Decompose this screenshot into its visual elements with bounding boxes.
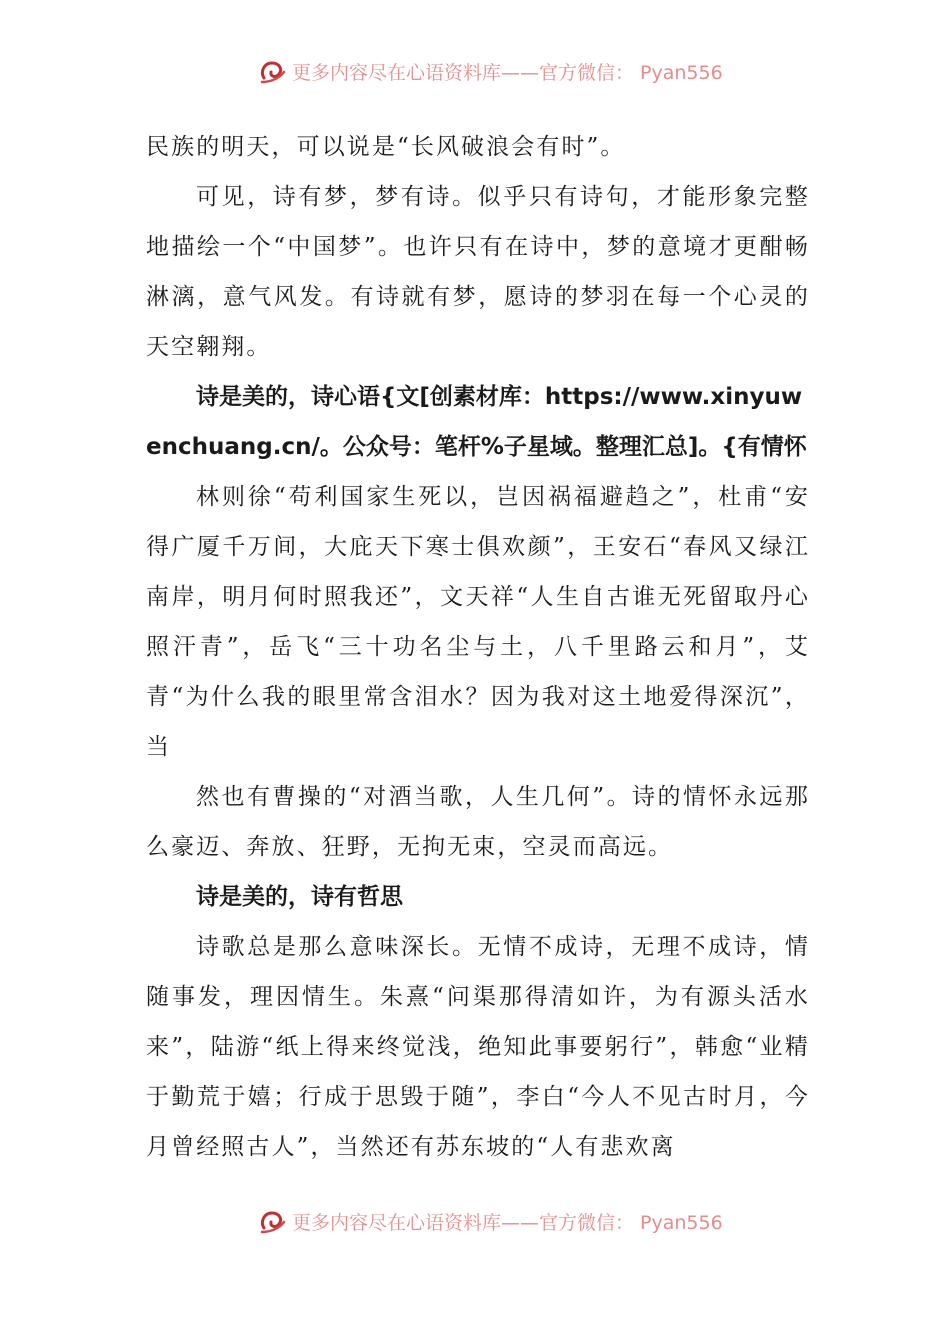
paragraph-1: 民族的明天，可以说是“长风破浪会有时”。: [146, 134, 626, 160]
document-body: [146, 122, 810, 1172]
paragraph-3: 林则徐“苟利国家生死以，岂因祸福避趋之”，杜甫“安得广厦千万间，大庇天下寒士俱欢颜”，王安石“春风又绿江南岸，明月何时照我还”，文天祥“人生自古谁无死留取丹心照汗青”，岳飞“三十功名尘与土，八千里路云和月”，艾青“为什么我的眼里常含泪水？因为我对这土地爱得深沉”，当: [146, 484, 810, 760]
section-heading-philosophy: 诗是美的，诗有哲思: [196, 884, 403, 910]
footer-watermark: [0, 1206, 950, 1236]
header-watermark-text: 更多内容尽在心语资料库——官方微信： Pyan556: [292, 61, 723, 84]
red-swirl-logo-icon: [258, 58, 286, 84]
red-swirl-logo-icon: [258, 1208, 286, 1234]
header-watermark: [0, 56, 950, 86]
section-heading-feelings: 诗是美的，诗心语{文[创素材库：https://www.xinyuwenchuang.cn/。公众号：笔杆%子星域。整理汇总]。{有情怀: [146, 384, 807, 460]
paragraph-5: 诗歌总是那么意味深长。无情不成诗，无理不成诗，情随事发，理因情生。朱熹“问渠那得清如许，为有源头活水来”，陆游“纸上得来终觉浅，绝知此事要躬行”，韩愈“业精于勤荒于嬉；行成于思毁于随”，李白“今人不见古时月，今月曾经照古人”，当然还有苏东坡的“人有悲欢离: [146, 934, 810, 1160]
paragraph-2: 可见，诗有梦，梦有诗。似乎只有诗句，才能形象完整地描绘一个“中国梦”。也许只有在诗中，梦的意境才更酣畅淋漓，意气风发。有诗就有梦，愿诗的梦羽在每一个心灵的天空翱翔。: [146, 184, 810, 360]
paragraph-4: 然也有曹操的“对酒当歌，人生几何”。诗的情怀永远那么豪迈、奔放、狂野，无拘无束，空灵而高远。: [146, 784, 810, 860]
footer-watermark-text: 更多内容尽在心语资料库——官方微信： Pyan556: [292, 1211, 723, 1234]
